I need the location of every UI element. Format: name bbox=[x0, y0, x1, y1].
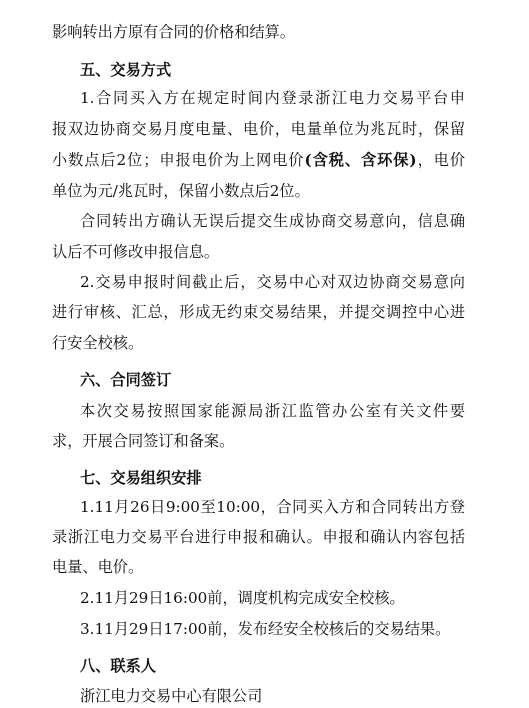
section-heading-contract-signing: 六、合同签订 bbox=[80, 371, 172, 389]
paragraph-continuation: 影响转出方原有合同的价格和结算。 bbox=[52, 23, 295, 41]
paragraph-line: 浙江电力交易中心有限公司 bbox=[80, 687, 263, 705]
section-heading-contact: 八、联系人 bbox=[80, 657, 156, 675]
paragraph-line: 1.合同买入方在规定时间内登录浙江电力交易平台申 bbox=[80, 89, 465, 107]
paragraph-line: 2.交易申报时间截止后，交易中心对双边协商交易意向 bbox=[80, 273, 465, 291]
paragraph-line: 3.11月29日17:00前，发布经安全校核后的交易结果。 bbox=[80, 620, 451, 638]
paragraph-line: 认后不可修改申报信息。 bbox=[52, 243, 220, 261]
text-segment: 小数点后2位；申报电价为上网电价 bbox=[52, 151, 305, 169]
paragraph-line: 合同转出方确认无误后提交生成协商交易意向，信息确 bbox=[80, 212, 465, 230]
paragraph-line: 录浙江电力交易平台进行申报和确认。申报和确认内容包括 bbox=[52, 528, 465, 546]
paragraph-line: 求，开展合同签订和备案。 bbox=[52, 432, 235, 450]
bold-text-segment: (含税、含环保) bbox=[304, 151, 417, 169]
paragraph-line: 1.11月26日9:00至10:00，合同买入方和合同转出方登 bbox=[80, 498, 465, 516]
paragraph-line: 报双边协商交易月度电量、电价，电量单位为兆瓦时，保留 bbox=[52, 120, 465, 138]
text-segment: ，电价 bbox=[416, 151, 466, 169]
paragraph-line: 进行审核、汇总，形成无约束交易结果，并提交调控中心进 bbox=[52, 303, 465, 321]
paragraph-line: 电量、电价。 bbox=[52, 558, 144, 576]
section-heading-trading-arrangements: 七、交易组织安排 bbox=[80, 469, 202, 487]
paragraph-line bbox=[52, 150, 465, 170]
section-heading-trading-method: 五、交易方式 bbox=[80, 61, 172, 79]
paragraph-line: 2.11月29日16:00前，调度机构完成安全校核。 bbox=[80, 589, 405, 607]
paragraph-line: 本次交易按照国家能源局浙江监管办公室有关文件要 bbox=[80, 402, 465, 420]
paragraph-line: 行安全校核。 bbox=[52, 334, 144, 352]
paragraph-line: 单位为元/兆瓦时，保留小数点后2位。 bbox=[52, 182, 310, 200]
